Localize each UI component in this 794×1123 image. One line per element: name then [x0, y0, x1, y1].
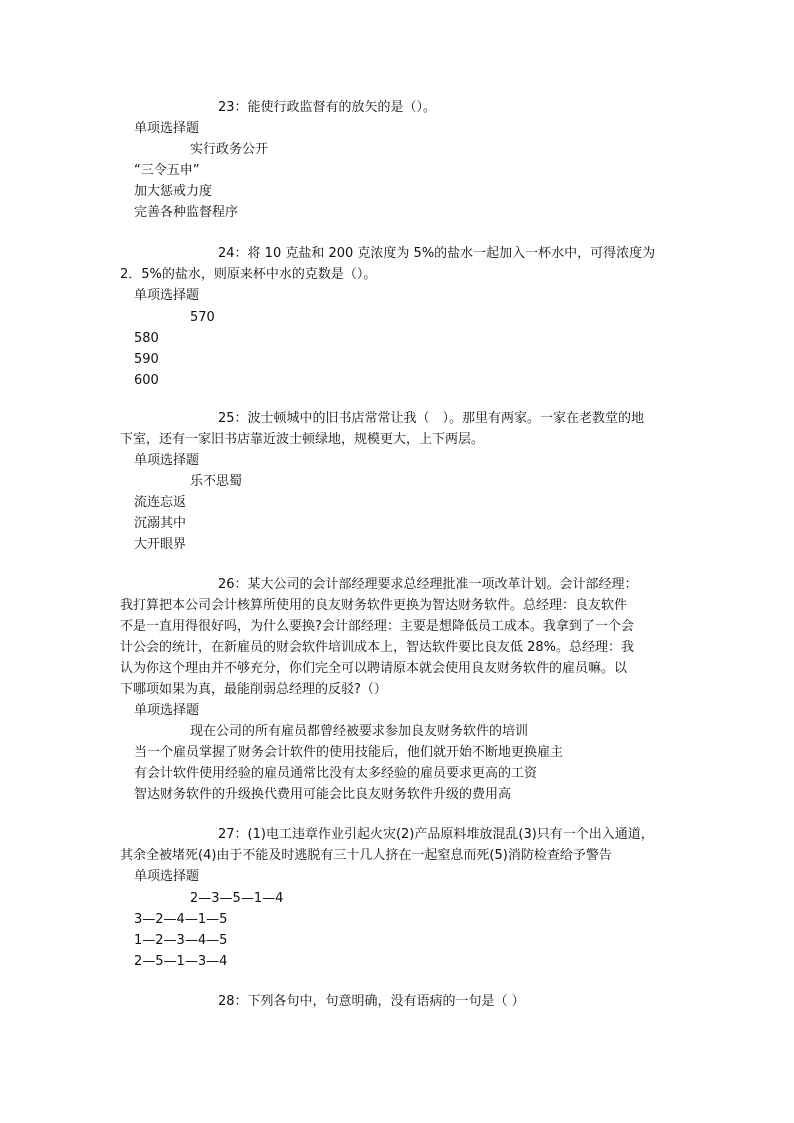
option-b: 3—2—4—1—5: [134, 912, 228, 927]
question-stem-cont: 计公会的统计，在新雇员的财会软件培训成本上，智达软件要比良友低 28%。总经理：我: [120, 640, 635, 655]
option-b: 580: [134, 331, 159, 346]
question-stem: 24：将 10 克盐和 200 克浓度为 5%的盐水一起加入一杯水中，可得浓度为: [218, 246, 656, 261]
question-stem-cont: 其余全被堵死(4)由于不能及时逃脱有三十几人挤在一起窒息而死(5)消防检查给予警告: [120, 848, 612, 863]
option-a: 实行政务公开: [190, 142, 269, 157]
option-c: 有会计软件使用经验的雇员通常比没有太多经验的雇员要求更高的工资: [134, 766, 538, 781]
question-stem-cont: 2．5%的盐水，则原来杯中水的克数是（）。: [120, 267, 377, 282]
question-type-label: 单项选择题: [134, 121, 200, 136]
question-stem: 27：(1)电工违章作业引起火灾(2)产品原料堆放混乱(3)只有一个出入通道，: [218, 827, 654, 842]
question-type-label: 单项选择题: [134, 703, 200, 718]
question-stem-cont: 我打算把本公司会计核算所使用的良友财务软件更换为智达财务软件。总经理：良友软件: [120, 598, 628, 613]
question-type-label: 单项选择题: [134, 288, 200, 303]
question-stem: 26：某大公司的会计部经理要求总经理批准一项改革计划。会计部经理：: [218, 577, 638, 592]
option-d: 大开眼界: [134, 537, 187, 552]
option-a: 乐不思蜀: [190, 474, 243, 489]
question-stem-cont: 下室，还有一家旧书店靠近波士顿绿地，规模更大，上下两层。: [120, 432, 485, 447]
option-c: 1—2—3—4—5: [134, 933, 228, 948]
option-b: 流连忘返: [134, 495, 187, 510]
option-a: 2—3—5—1—4: [190, 891, 284, 906]
option-d: 智达财务软件的升级换代费用可能会比良友财务软件升级的费用高: [134, 787, 512, 802]
question-stem: 23：能使行政监督有的放矢的是（）。: [218, 100, 437, 115]
option-b: 当一个雇员掌握了财务会计软件的使用技能后，他们就开始不断地更换雇主: [134, 745, 564, 760]
option-c: 加大惩戒力度: [134, 184, 213, 199]
question-stem-cont: 认为你这个理由并不够充分，你们完全可以聘请原本就会使用良友财务软件的雇员嘛。以: [120, 661, 628, 676]
question-stem-cont: 不是一直用得很好吗，为什么要换?会计部经理：主要是想降低员工成本。我拿到了一个会: [120, 619, 634, 634]
option-d: 2—5—1—3—4: [134, 954, 228, 969]
option-a: 570: [190, 310, 215, 325]
question-type-label: 单项选择题: [134, 869, 200, 884]
option-c: 590: [134, 352, 159, 367]
question-stem: 25：波士顿城中的旧书店常常让我（ ）。那里有两家。一家在老教堂的地: [218, 411, 645, 426]
option-a: 现在公司的所有雇员都曾经被要求参加良友财务软件的培训: [190, 724, 529, 739]
option-d: 600: [134, 373, 159, 388]
question-stem: 28：下列各句中，句意明确，没有语病的一句是（ ）: [218, 994, 525, 1009]
option-c: 沉溺其中: [134, 516, 187, 531]
question-stem-cont: 下哪项如果为真，最能削弱总经理的反驳?（）: [120, 682, 387, 697]
option-b: “三令五申”: [134, 163, 200, 178]
question-type-label: 单项选择题: [134, 453, 200, 468]
option-d: 完善各种监督程序: [134, 205, 239, 220]
